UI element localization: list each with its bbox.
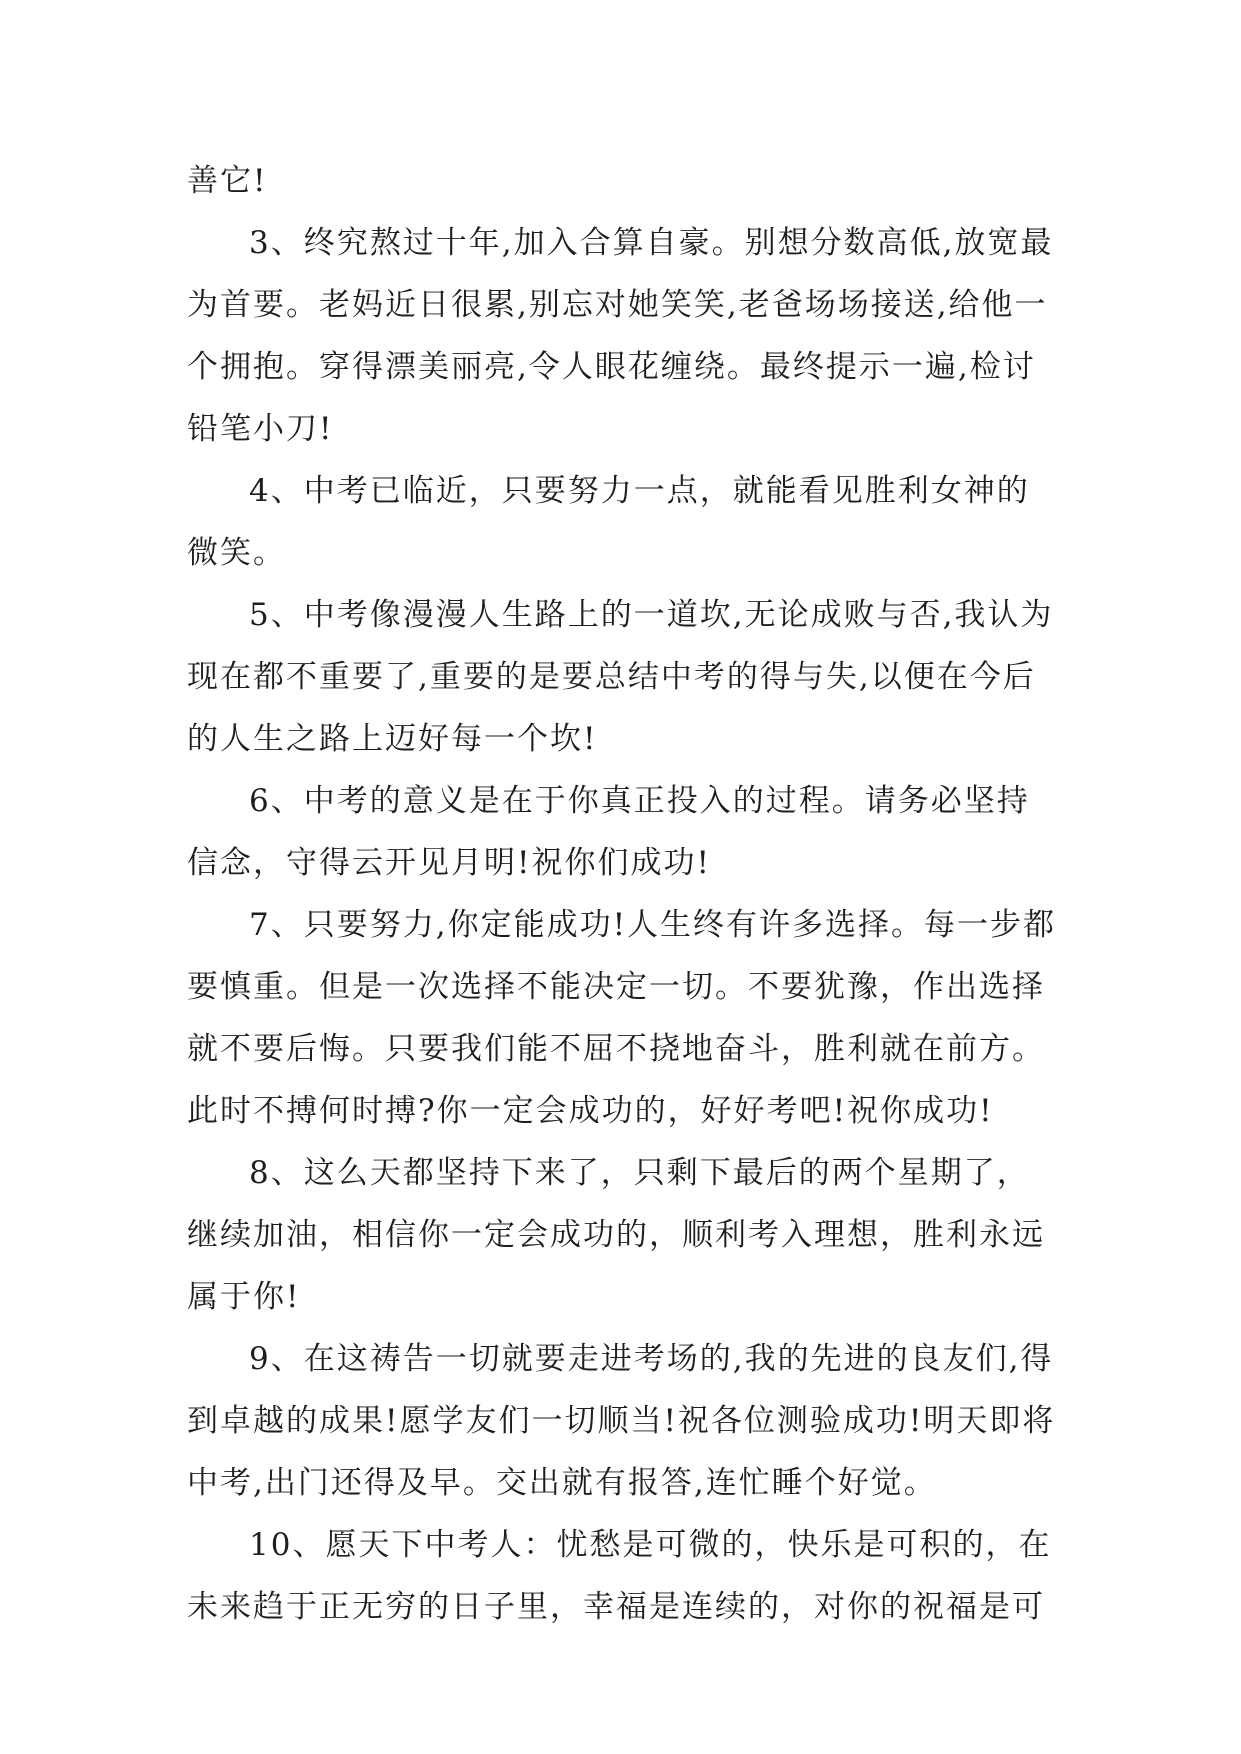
paragraph-item-4: 4、中考已临近，只要努力一点，就能看见胜利女神的微笑。 <box>187 473 1030 571</box>
paragraph-item-6: 6、中考的意义是在于你真正投入的过程。请务必坚持信念，守得云开见月明!祝你们成功! <box>187 783 1030 881</box>
paragraph-item-5: 5、中考像漫漫人生路上的一道坎,无论成败与否,我认为现在都不重要了,重要的是要总结中考的得与失,以便在今后的人生之路上迈好每一个坎! <box>187 597 1054 757</box>
paragraph-item-7: 7、只要努力,你定能成功!人生终有许多选择。每一步都要慎重。但是一次选择不能决定一切。不要犹豫，作出选择就不要后悔。只要我们能不屈不挠地奋斗，胜利就在前方。此时不搏何时搏?你一定会成功的，好好考吧!祝你成功! <box>187 907 1057 1129</box>
paragraph-item-3: 3、终究熬过十年,加入合算自豪。别想分数高低,放宽最为首要。老妈近日很累,别忘对她笑笑,老爸场场接送,给他一个拥抱。穿得漂美丽亮,令人眼花缠绕。最终提示一遍,检讨铅笔小刀! <box>187 225 1054 447</box>
document-body <box>187 150 1057 1638</box>
paragraph-continuation: 善它! <box>187 163 268 199</box>
paragraph-item-10: 10、愿天下中考人：忧愁是可微的，快乐是可积的，在未来趋于正无穷的日子里，幸福是连续的，对你的祝福是可 <box>187 1527 1052 1625</box>
paragraph-item-9: 9、在这祷告一切就要走进考场的,我的先进的良友们,得到卓越的成果!愿学友们一切顺当!祝各位测验成功!明天即将中考,出门还得及早。交出就有报答,连忙睡个好觉。 <box>187 1341 1056 1501</box>
paragraph-item-8: 8、这么天都坚持下来了，只剩下最后的两个星期了，继续加油，相信你一定会成功的，顺利考入理想，胜利永远属于你! <box>187 1155 1045 1315</box>
